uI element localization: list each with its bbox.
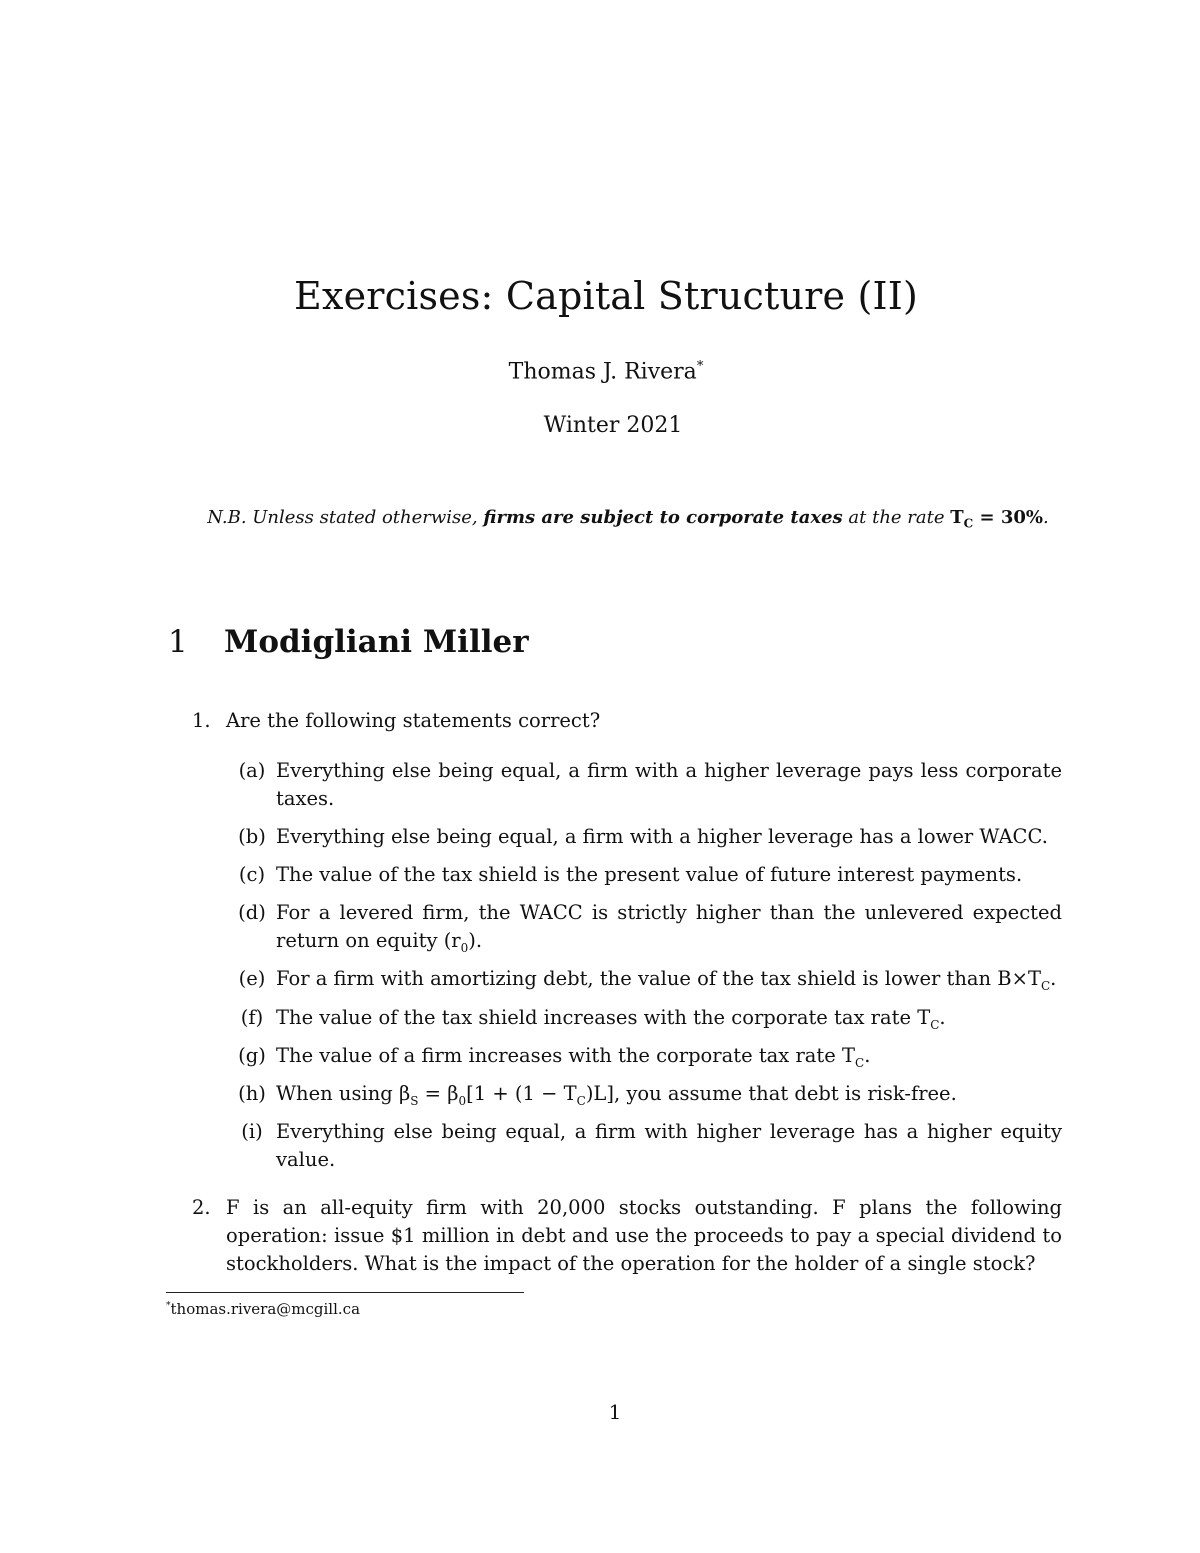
- author-name: Thomas J. Rivera: [508, 359, 697, 385]
- item-text-main: The value of the tax shield increases with the corporate tax rate T: [276, 1006, 931, 1029]
- item-text: [276, 1042, 1062, 1077]
- item-text-main: The value of a firm increases with the corporate tax rate T: [276, 1044, 856, 1067]
- document-title: Exercises: Capital Structure (II): [294, 274, 918, 318]
- item-text: [276, 1080, 1062, 1115]
- item-label: (b): [238, 825, 266, 848]
- nb-note: [148, 507, 1108, 531]
- item-text-main: For a firm with amortizing debt, the value of the tax shield is lower than B×T: [276, 967, 1041, 990]
- list-item-d: [232, 899, 1062, 962]
- item-text-b: = β: [418, 1082, 459, 1105]
- item-subscript-b: 0: [458, 1093, 467, 1108]
- item-subscript: C: [1040, 978, 1051, 993]
- item-text: [276, 899, 1062, 962]
- item-text: The value of the tax shield is the present value of future interest payments.: [276, 863, 1023, 886]
- nb-math-sub: C: [963, 516, 974, 531]
- item-text: [276, 1004, 1062, 1039]
- item-label: (f): [240, 1006, 264, 1029]
- list-item-g: [232, 1042, 1062, 1077]
- nb-math-rest: = 30%: [973, 507, 1043, 528]
- item-label: (e): [238, 967, 266, 990]
- item-subscript-a: S: [410, 1093, 419, 1108]
- item-text-tail: .: [939, 1006, 946, 1029]
- item-label: (a): [238, 759, 266, 782]
- footnote-marker: *: [166, 1301, 171, 1311]
- list-item-b: [232, 823, 1062, 851]
- question-number: 1.: [192, 709, 211, 732]
- item-text-tail: .: [1050, 967, 1057, 990]
- section-heading: [168, 624, 529, 660]
- item-text-a: When using β: [276, 1082, 411, 1105]
- item-label: (h): [238, 1082, 266, 1105]
- item-subscript: C: [930, 1017, 940, 1032]
- footnote: [166, 1300, 360, 1318]
- item-text: [276, 965, 1062, 1000]
- question-2: [192, 1194, 1062, 1278]
- item-text-tail: .: [864, 1044, 871, 1067]
- nb-emphasis: firms are subject to corporate taxes: [483, 507, 843, 528]
- list-item-i: [232, 1118, 1062, 1174]
- item-subscript: C: [855, 1055, 865, 1070]
- author-line: [0, 359, 1200, 384]
- item-text: Everything else being equal, a firm with higher leverage has a higher equity value.: [276, 1120, 1062, 1171]
- list-item-h: [232, 1080, 1062, 1115]
- footnote-rule: [166, 1292, 524, 1293]
- item-label: (g): [238, 1044, 266, 1067]
- list-item-a: [232, 757, 1062, 813]
- item-text-main: For a levered firm, the WACC is strictly higher than the unlevered expected return on equity (r: [276, 901, 1062, 952]
- nb-prefix: N.B. Unless stated otherwise,: [207, 507, 484, 528]
- page-number: 1: [608, 1400, 622, 1424]
- item-subscript: 0: [460, 940, 469, 955]
- section-title: Modigliani Miller: [224, 624, 529, 660]
- list-item-c: [232, 861, 1062, 889]
- question-1: [192, 707, 1062, 735]
- item-text-tail: ).: [468, 929, 483, 952]
- nb-tax-rate: [950, 507, 1043, 531]
- item-text: Everything else being equal, a firm with a higher leverage pays less corporate taxes.: [276, 759, 1062, 810]
- nb-math-symbol: T: [950, 507, 964, 528]
- footnote-marker: *: [696, 359, 704, 374]
- nb-middle: at the rate: [842, 507, 951, 528]
- item-text: Everything else being equal, a firm with a higher leverage has a lower WACC.: [276, 825, 1048, 848]
- document-date: Winter 2021: [543, 413, 683, 438]
- list-item-e: [232, 965, 1062, 1000]
- nb-suffix: .: [1042, 507, 1049, 528]
- section-number: 1: [168, 624, 188, 660]
- item-text-c: [1 + (1 − T: [466, 1082, 577, 1105]
- item-subscript-c: C: [576, 1093, 586, 1108]
- item-text-d: )L], you assume that debt is risk-free.: [585, 1082, 957, 1105]
- footnote-email: thomas.rivera@mcgill.ca: [170, 1300, 361, 1318]
- item-label: (d): [238, 901, 266, 924]
- question-text: F is an all-equity firm with 20,000 stocks outstanding. F plans the following operation: issue $1 million in debt and use the proceeds to pay a special dividend to stockholders. What is the impact of the operation for the holder of a single stock?: [226, 1196, 1062, 1275]
- list-item-f: [232, 1004, 1062, 1039]
- item-label: (c): [238, 863, 266, 886]
- question-number: 2.: [192, 1196, 211, 1219]
- item-label: (i): [241, 1120, 263, 1143]
- question-text: Are the following statements correct?: [226, 709, 601, 732]
